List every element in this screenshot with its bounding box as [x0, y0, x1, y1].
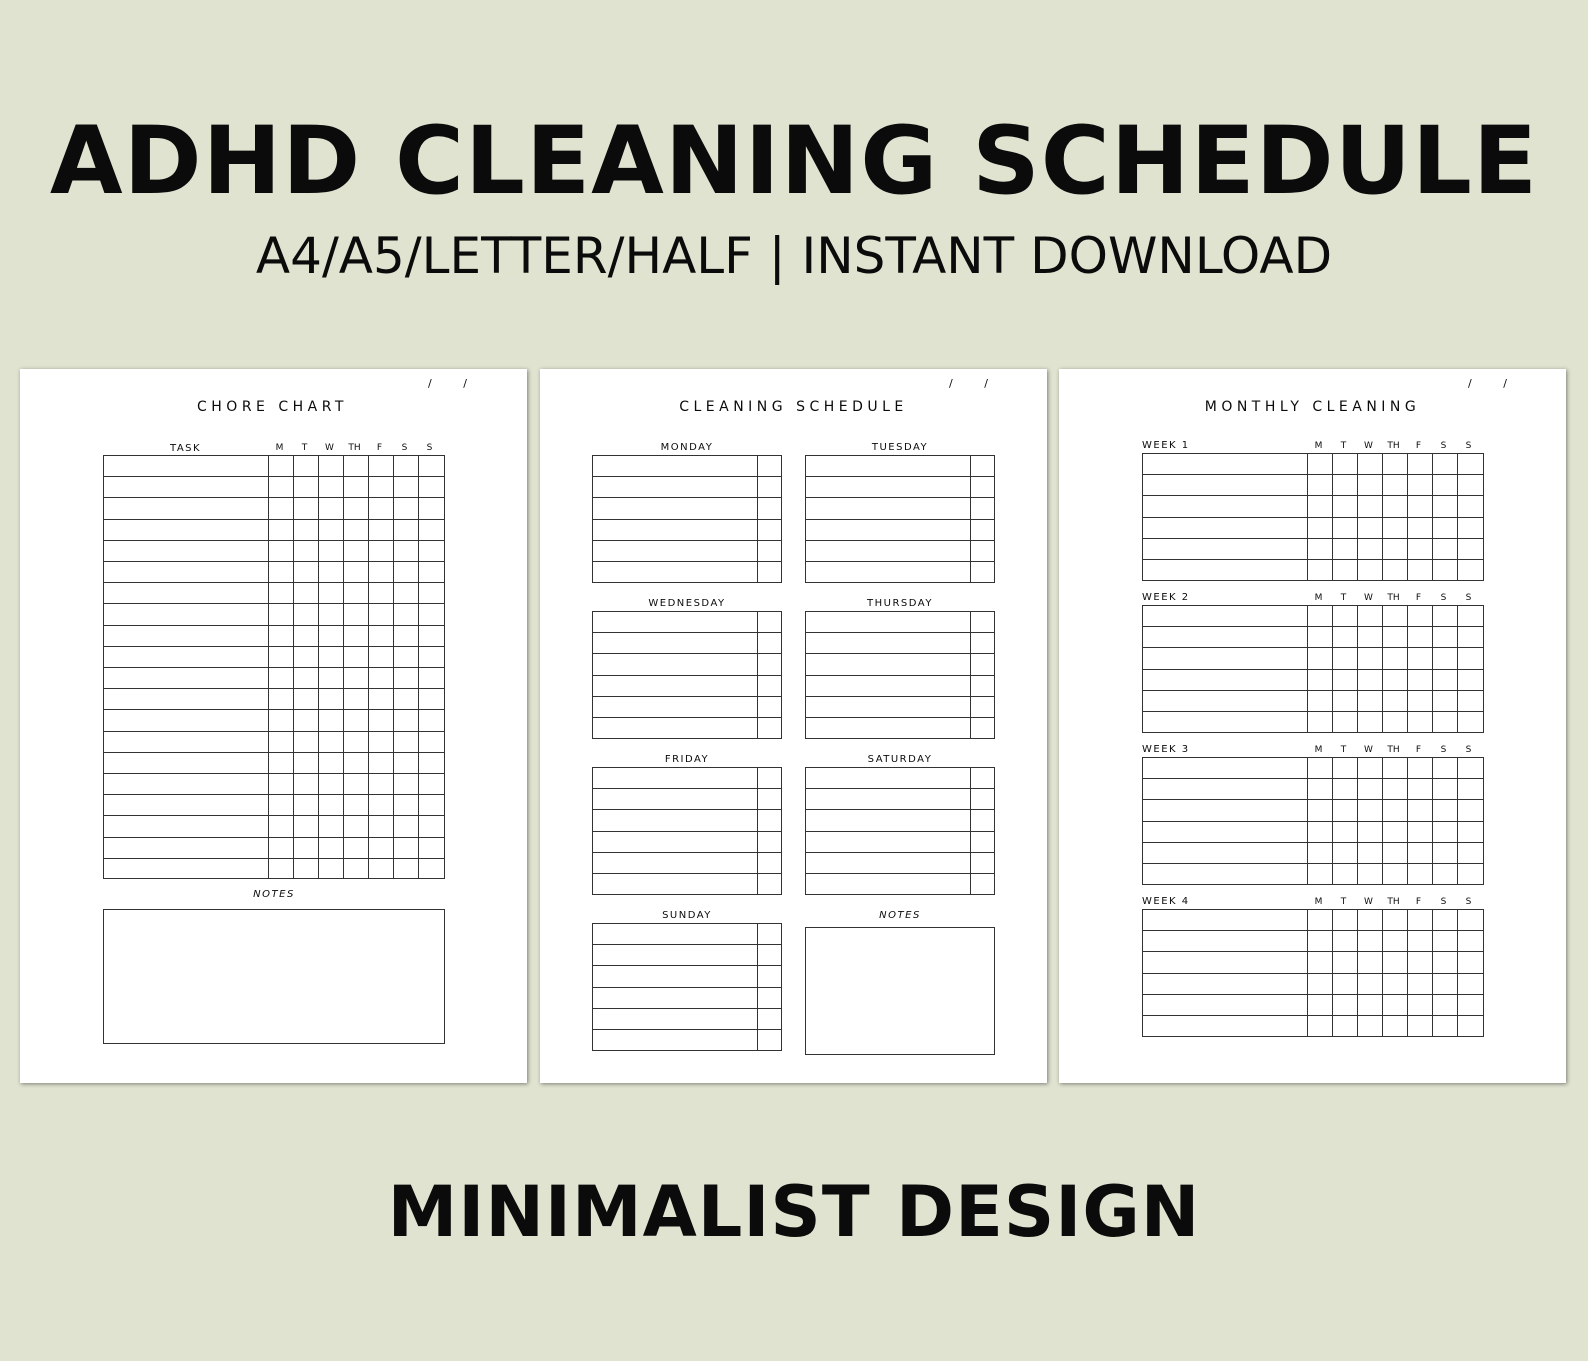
day-column-header: F [1415, 745, 1422, 755]
table-row-line [593, 1008, 781, 1009]
day-label: SUNDAY [662, 910, 712, 921]
table-row-line [593, 675, 781, 676]
table-row-line [593, 476, 781, 477]
table-column-line [1457, 910, 1458, 1036]
table-column-line [293, 456, 294, 878]
table-row-line [593, 540, 781, 541]
day-task-table [805, 455, 995, 583]
table-row-line [806, 717, 994, 718]
day-column-header: F [1415, 441, 1422, 451]
table-row-line [593, 1029, 781, 1030]
table-column-line [1307, 910, 1308, 1036]
table-row-line [593, 717, 781, 718]
day-column-header: W [1364, 441, 1373, 451]
table-row-line [806, 519, 994, 520]
table-column-line [757, 456, 758, 582]
day-column-header: TH [348, 443, 361, 453]
table-row-line [593, 965, 781, 966]
day-column-header: T [1340, 441, 1347, 451]
week-table [1142, 453, 1484, 581]
table-row-line [806, 476, 994, 477]
table-column-line [1457, 454, 1458, 580]
table-row-line [593, 632, 781, 633]
table-row-line [593, 852, 781, 853]
day-column-header: M [1314, 593, 1323, 603]
table-row-line [806, 852, 994, 853]
day-label: FRIDAY [664, 754, 710, 765]
table-row-line [806, 497, 994, 498]
day-column-header: S [1440, 745, 1447, 755]
day-label: WEDNESDAY [648, 598, 726, 609]
footer-title: MINIMALIST DESIGN [387, 1171, 1201, 1253]
table-column-line [1407, 910, 1408, 1036]
table-row-line [806, 696, 994, 697]
table-row-line [593, 873, 781, 874]
table-column-line [1382, 606, 1383, 732]
table-row-line [593, 561, 781, 562]
day-column-header: F [1415, 897, 1422, 907]
table-column-line [1432, 606, 1433, 732]
day-task-table [592, 767, 782, 895]
day-label: MONDAY [660, 442, 714, 453]
week-table [1142, 909, 1484, 1037]
table-column-line [1382, 910, 1383, 1036]
day-column-header: TH [1387, 441, 1400, 451]
day-column-header: S [1465, 897, 1472, 907]
week-label: WEEK 2 [1142, 592, 1190, 603]
week-table [1142, 757, 1484, 885]
table-column-line [318, 456, 319, 878]
day-column-header: T [1340, 897, 1347, 907]
table-row-line [593, 497, 781, 498]
date-mark: / / [428, 377, 481, 390]
table-row-line [806, 540, 994, 541]
day-column-header: F [1415, 593, 1422, 603]
day-column-header: W [1364, 745, 1373, 755]
day-label: SATURDAY [867, 754, 933, 765]
table-row-line [593, 696, 781, 697]
day-column-header: T [1340, 593, 1347, 603]
table-column-line [268, 456, 269, 878]
week-label: WEEK 1 [1142, 440, 1190, 451]
day-column-header: S [1465, 441, 1472, 451]
table-column-line [1407, 758, 1408, 884]
day-column-header: T [301, 443, 308, 453]
cleaning-schedule-title: CLEANING SCHEDULE [679, 399, 908, 415]
day-column-header: M [1314, 897, 1323, 907]
day-column-header: S [1465, 745, 1472, 755]
monthly-cleaning-title: MONTHLY CLEANING [1204, 399, 1421, 415]
table-column-line [1432, 758, 1433, 884]
table-column-line [343, 456, 344, 878]
table-row-line [806, 831, 994, 832]
notes-box [103, 909, 445, 1044]
day-column-header: F [376, 443, 383, 453]
table-row-line [806, 788, 994, 789]
monthly-cleaning-sheet [1059, 369, 1566, 1083]
chore-chart-table [103, 455, 445, 879]
week-label: WEEK 4 [1142, 896, 1190, 907]
task-label: TASK [170, 443, 202, 454]
table-column-line [1307, 606, 1308, 732]
day-label: THURSDAY [867, 598, 933, 609]
day-column-header: TH [1387, 745, 1400, 755]
cleaning-schedule-sheet [540, 369, 1047, 1083]
day-task-table [592, 455, 782, 583]
table-column-line [1332, 910, 1333, 1036]
notes-label: NOTES [879, 910, 921, 921]
day-column-header: M [275, 443, 284, 453]
table-row-line [806, 809, 994, 810]
table-column-line [1357, 454, 1358, 580]
day-column-header: S [426, 443, 433, 453]
day-column-header: W [1364, 593, 1373, 603]
table-row-line [593, 831, 781, 832]
day-column-header: S [1440, 441, 1447, 451]
table-column-line [1332, 606, 1333, 732]
table-column-line [1457, 606, 1458, 732]
notes-label: NOTES [253, 889, 295, 900]
table-column-line [1332, 454, 1333, 580]
day-column-header: TH [1387, 593, 1400, 603]
table-row-line [806, 653, 994, 654]
day-column-header: T [1340, 745, 1347, 755]
table-row-line [593, 788, 781, 789]
table-row-line [806, 873, 994, 874]
day-task-table [805, 767, 995, 895]
day-column-header: M [1314, 441, 1323, 451]
table-column-line [970, 456, 971, 582]
day-column-header: W [325, 443, 334, 453]
day-column-header: M [1314, 745, 1323, 755]
table-column-line [418, 456, 419, 878]
day-label: TUESDAY [871, 442, 929, 453]
table-column-line [1382, 454, 1383, 580]
table-row-line [593, 519, 781, 520]
table-column-line [757, 612, 758, 738]
table-column-line [1432, 910, 1433, 1036]
table-row-line [806, 675, 994, 676]
date-mark: / / [1468, 377, 1521, 390]
chore-chart-sheet [20, 369, 527, 1083]
day-column-header: S [1440, 897, 1447, 907]
table-column-line [1357, 606, 1358, 732]
table-column-line [1332, 758, 1333, 884]
table-column-line [970, 768, 971, 894]
table-column-line [1432, 454, 1433, 580]
table-column-line [1382, 758, 1383, 884]
table-column-line [1407, 606, 1408, 732]
day-task-table [805, 611, 995, 739]
table-row-line [806, 632, 994, 633]
table-column-line [757, 768, 758, 894]
table-column-line [1457, 758, 1458, 884]
day-task-table [592, 611, 782, 739]
table-column-line [1307, 454, 1308, 580]
table-column-line [757, 924, 758, 1050]
day-column-header: S [1465, 593, 1472, 603]
day-task-table [592, 923, 782, 1051]
table-column-line [1357, 910, 1358, 1036]
table-row-line [593, 987, 781, 988]
table-column-line [368, 456, 369, 878]
table-column-line [1357, 758, 1358, 884]
week-label: WEEK 3 [1142, 744, 1190, 755]
table-column-line [1407, 454, 1408, 580]
table-row-line [593, 653, 781, 654]
table-column-line [970, 612, 971, 738]
table-column-line [1307, 758, 1308, 884]
notes-box [805, 927, 995, 1055]
table-row-line [593, 944, 781, 945]
day-column-header: S [1440, 593, 1447, 603]
table-row-line [593, 809, 781, 810]
chore-chart-title: CHORE CHART [197, 399, 348, 415]
date-mark: / / [949, 377, 1002, 390]
day-column-header: S [401, 443, 408, 453]
day-column-header: W [1364, 897, 1373, 907]
subtitle: A4/A5/LETTER/HALF | INSTANT DOWNLOAD [255, 227, 1333, 285]
table-row-line [806, 561, 994, 562]
table-column-line [393, 456, 394, 878]
day-column-header: TH [1387, 897, 1400, 907]
main-title: ADHD CLEANING SCHEDULE [49, 107, 1539, 216]
week-table [1142, 605, 1484, 733]
